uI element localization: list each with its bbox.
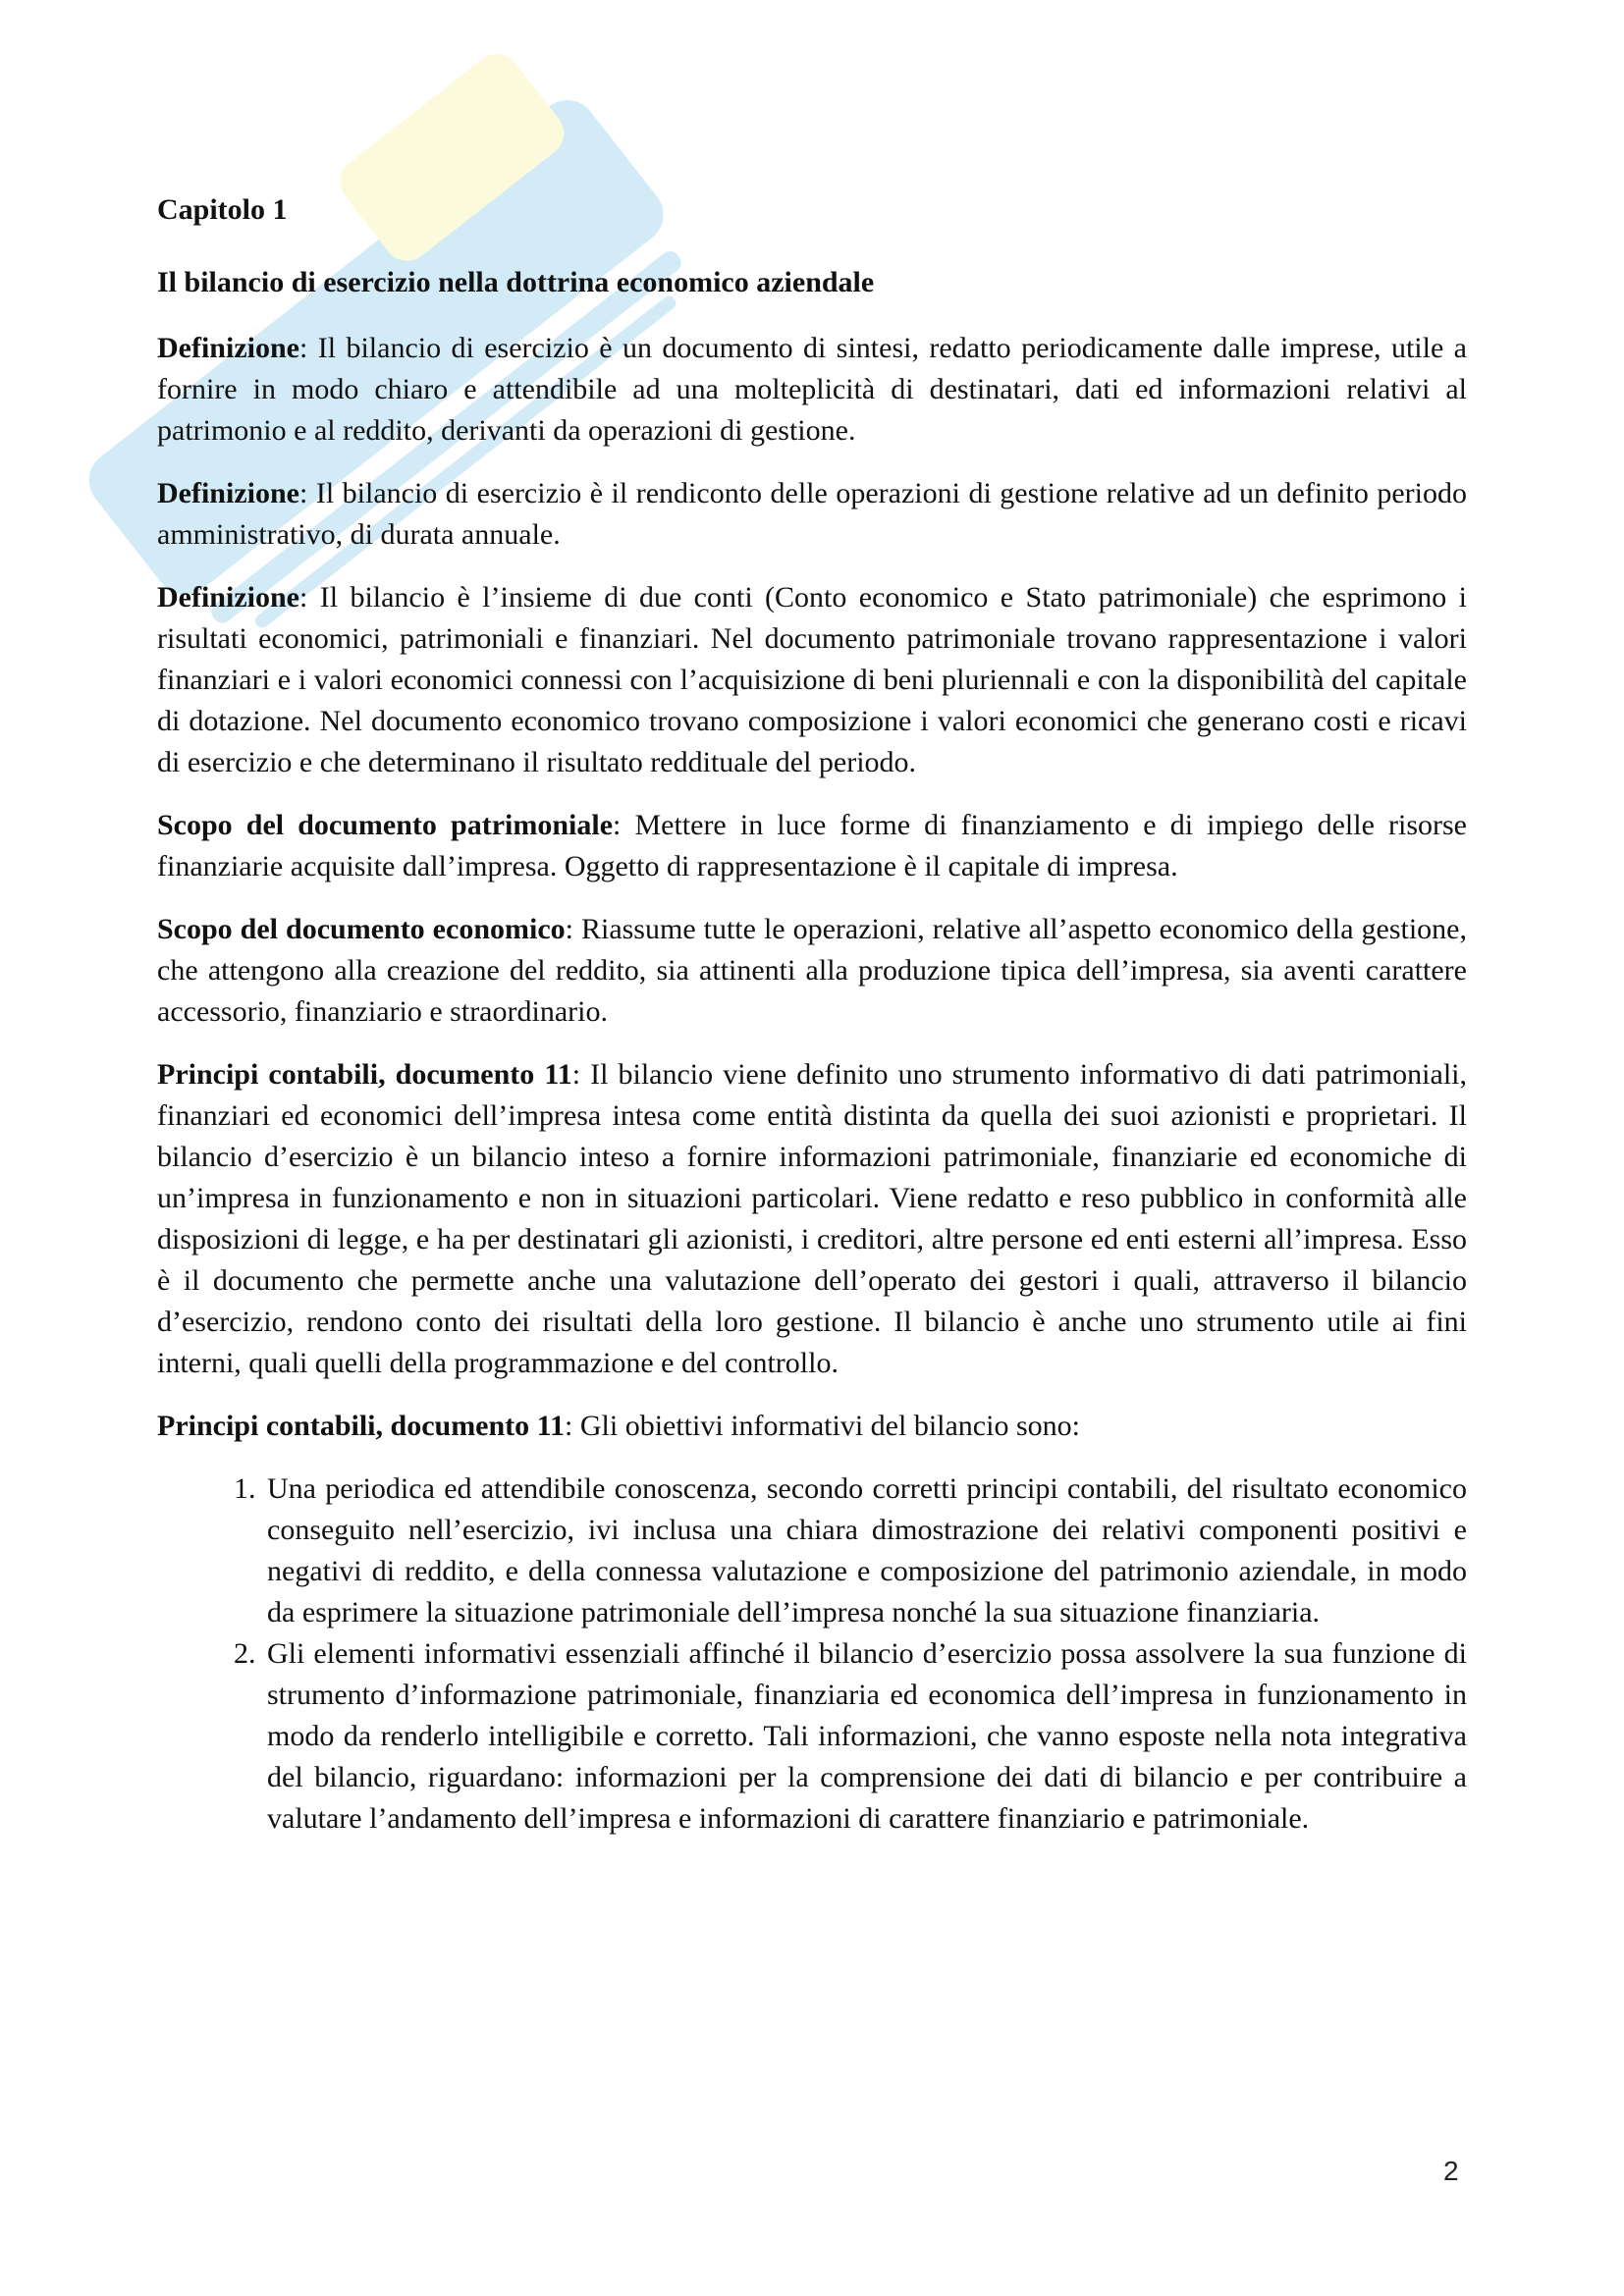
paragraph-label: Principi contabili, documento 11 — [157, 1410, 566, 1442]
paragraph-text: : Mettere in luce forme di finanziamento e di impiego delle risorse finanziarie acquisite dall’impresa. Oggetto di rappresentazione è il capitale di impresa. — [157, 809, 1467, 882]
paragraph-label: Definizione — [157, 581, 299, 614]
paragraph-label: Definizione — [157, 332, 299, 364]
paragraph-scope-patrimonial — [157, 805, 1467, 887]
paragraph-text: : Il bilancio di esercizio è un documento di sintesi, redatto periodicamente dalle imprese, utile a fornire in modo chiaro e attendibile ad una molteplicità di destinatari, dati ed informazioni relativi al patrimonio e al reddito, derivanti da operazioni di gestione. — [157, 332, 1467, 447]
paragraph-label: Principi contabili, documento 11 — [157, 1058, 572, 1091]
objectives-list — [157, 1468, 1467, 1840]
paragraph-label: Definizione — [157, 477, 299, 509]
list-item: 1. Una periodica ed attendibile conoscenza, secondo corretti principi contabili, del risultato economico conseguito nell’esercizio, ivi inclusa una chiara dimostrazione dei relativi componenti positivi e negativi di reddito, e della connessa valutazione e composizione del patrimonio aziendale, in modo da esprimere la situazione patrimoniale dell’impresa nonché la sua situazione finanziaria. — [263, 1468, 1467, 1633]
paragraph-text: : Il bilancio di esercizio è il rendiconto delle operazioni di gestione relative ad un definito periodo amministrativo, di durata annuale. — [157, 477, 1467, 551]
paragraph-text: : Il bilancio viene definito uno strumento informativo di dati patrimoniali, finanziari ed economici dell’impresa intesa come entità distinta da quella dei suoi azionisti e proprietari. Il bilancio d’esercizio è un bilancio inteso a fornire informazioni patrimoniale, finanziarie ed economiche di un’impresa in funzionamento e non in situazioni particolari. Viene redatto e reso pubblico in conformità alle disposizioni di legge, e ha per destinatari gli azionisti, i creditori, altre persone ed enti esterni all’impresa. Esso è il documento che permette anche una valutazione dell’operato dei gestori i quali, attraverso il bilancio d’esercizio, rendono conto dei risultati della loro gestione. Il bilancio è anche uno strumento utile ai fini interni, quali quelli della programmazione e del controllo. — [157, 1058, 1467, 1379]
page-number: 2 — [1443, 2156, 1459, 2186]
paragraph-scope-economic — [157, 909, 1467, 1033]
paragraph-principles-1 — [157, 1054, 1467, 1384]
paragraph-label: Scopo del documento economico — [157, 913, 566, 945]
paragraph-definition-3 — [157, 577, 1467, 783]
paragraph-text: : Riassume tutte le operazioni, relative all’aspetto economico della gestione, che attengono alla creazione del reddito, sia attinenti alla produzione tipica dell’impresa, sia aventi carattere accessorio, finanziario e straordinario. — [157, 913, 1467, 1028]
paragraph-definition-1 — [157, 328, 1467, 452]
document-page — [157, 188, 1467, 1840]
paragraph-text: : Il bilancio è l’insieme di due conti (Conto economico e Stato patrimoniale) che esprimono i risultati economici, patrimoniali e finanziari. Nel documento patrimoniale trovano rappresentazione i valori finanziari e i valori economici connessi con l’acquisizione di beni pluriennali e con la disponibilità del capitale di dotazione. Nel documento economico trovano composizione i valori economici che generano costi e ricavi di esercizio e che determinano il risultato reddituale del periodo. — [157, 581, 1467, 778]
chapter-title: Capitolo 1 — [157, 193, 288, 226]
chapter-subtitle: Il bilancio di esercizio nella dottrina economico aziendale — [157, 266, 875, 298]
paragraph-label: Scopo del documento patrimoniale — [157, 809, 614, 841]
list-item: 2. Gli elementi informativi essenziali affinché il bilancio d’esercizio possa assolvere la sua funzione di strumento d’informazione patrimoniale, finanziaria ed economica dell’impresa in funzionamento in modo da renderlo intelligibile e corretto. Tali informazioni, che vanno esposte nella nota integrativa del bilancio, riguardano: informazioni per la comprensione dei dati di bilancio e per contribuire a valutare l’andamento dell’impresa e informazioni di carattere finanziario e patrimoniale. — [263, 1633, 1467, 1840]
paragraph-definition-2 — [157, 473, 1467, 556]
paragraph-text: : Gli obiettivi informativi del bilancio sono: — [565, 1410, 1080, 1442]
paragraph-principles-2 — [157, 1406, 1467, 1447]
